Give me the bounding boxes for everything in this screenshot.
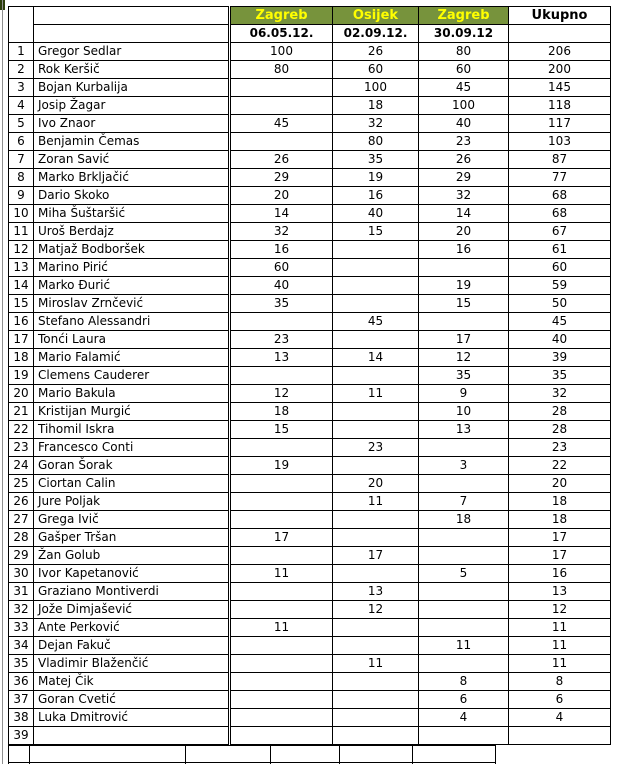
table-row [9, 691, 611, 709]
row-name: Stefano Alessandri [34, 313, 230, 331]
row-rank: 23 [9, 439, 34, 457]
row-rank: 5 [9, 115, 34, 133]
score-zagreb-1: 14 [230, 205, 333, 223]
score-osijek: 11 [333, 655, 419, 673]
row-rank: 32 [9, 601, 34, 619]
score-osijek [333, 403, 419, 421]
score-osijek [333, 259, 419, 277]
score-osijek: 14 [333, 349, 419, 367]
table-row [9, 457, 611, 475]
row-total: 118 [509, 97, 611, 115]
row-total: 68 [509, 187, 611, 205]
score-zagreb-2 [419, 439, 509, 457]
row-total: 17 [509, 529, 611, 547]
row-name [34, 727, 230, 745]
row-total: 12 [509, 601, 611, 619]
empty-cell [271, 746, 340, 763]
row-rank: 37 [9, 691, 34, 709]
event-2-city-header: Osijek [333, 7, 419, 25]
score-zagreb-1 [230, 439, 333, 457]
table-row [9, 277, 611, 295]
score-zagreb-2: 14 [419, 205, 509, 223]
score-zagreb-2: 12 [419, 349, 509, 367]
row-name: Bojan Kurbalija [34, 79, 230, 97]
score-zagreb-2: 19 [419, 277, 509, 295]
row-rank: 12 [9, 241, 34, 259]
empty-cell [186, 746, 271, 763]
event-1-city-header: Zagreb [230, 7, 333, 25]
row-rank: 15 [9, 295, 34, 313]
empty-footer-table [8, 745, 496, 764]
score-zagreb-1 [230, 547, 333, 565]
row-total: 59 [509, 277, 611, 295]
score-osijek [333, 421, 419, 439]
score-zagreb-2: 6 [419, 691, 509, 709]
score-zagreb-1: 32 [230, 223, 333, 241]
row-total: 22 [509, 457, 611, 475]
total-header: Ukupno [509, 7, 611, 25]
row-rank: 3 [9, 79, 34, 97]
row-name: Clemens Cauderer [34, 367, 230, 385]
score-osijek [333, 619, 419, 637]
table-row [9, 295, 611, 313]
score-zagreb-1: 17 [230, 529, 333, 547]
row-total: 11 [509, 637, 611, 655]
score-osijek: 100 [333, 79, 419, 97]
table-row [9, 637, 611, 655]
table-row [9, 403, 611, 421]
score-zagreb-2: 8 [419, 673, 509, 691]
row-name: Francesco Conti [34, 439, 230, 457]
row-total: 18 [509, 511, 611, 529]
score-zagreb-1: 29 [230, 169, 333, 187]
score-zagreb-2: 20 [419, 223, 509, 241]
row-total: 11 [509, 655, 611, 673]
row-rank: 22 [9, 421, 34, 439]
score-osijek: 16 [333, 187, 419, 205]
score-osijek: 11 [333, 385, 419, 403]
score-zagreb-2: 13 [419, 421, 509, 439]
score-osijek: 18 [333, 97, 419, 115]
score-zagreb-1: 26 [230, 151, 333, 169]
score-osijek [333, 673, 419, 691]
row-rank: 31 [9, 583, 34, 601]
score-zagreb-2 [419, 529, 509, 547]
empty-footer-table-body [9, 746, 496, 764]
score-zagreb-2 [419, 547, 509, 565]
name-header-cell [34, 7, 230, 25]
row-rank: 2 [9, 61, 34, 79]
row-total: 11 [509, 619, 611, 637]
table-row [9, 709, 611, 727]
row-total: 17 [509, 547, 611, 565]
score-zagreb-1 [230, 367, 333, 385]
score-zagreb-2: 3 [419, 457, 509, 475]
row-rank: 17 [9, 331, 34, 349]
table-row [9, 331, 611, 349]
score-zagreb-2: 5 [419, 565, 509, 583]
table-row [9, 43, 611, 61]
score-osijek: 32 [333, 115, 419, 133]
row-total: 28 [509, 403, 611, 421]
score-osijek: 17 [333, 547, 419, 565]
score-osijek [333, 637, 419, 655]
header-city-row [9, 7, 611, 25]
table-row [9, 529, 611, 547]
results-table [8, 6, 611, 745]
score-zagreb-1: 45 [230, 115, 333, 133]
row-name: Jure Poljak [34, 493, 230, 511]
row-rank: 39 [9, 727, 34, 745]
row-total: 23 [509, 439, 611, 457]
score-osijek [333, 457, 419, 475]
score-zagreb-2: 7 [419, 493, 509, 511]
row-name: Mario Bakula [34, 385, 230, 403]
row-rank: 26 [9, 493, 34, 511]
row-total: 13 [509, 583, 611, 601]
table-row [9, 655, 611, 673]
score-zagreb-1: 11 [230, 619, 333, 637]
row-total: 145 [509, 79, 611, 97]
score-zagreb-1: 11 [230, 565, 333, 583]
table-row [9, 565, 611, 583]
row-name: Gašper Tršan [34, 529, 230, 547]
score-zagreb-1: 35 [230, 295, 333, 313]
left-edge-line [2, 0, 3, 764]
score-zagreb-2: 9 [419, 385, 509, 403]
score-zagreb-1 [230, 511, 333, 529]
row-name: Benjamin Čemas [34, 133, 230, 151]
score-zagreb-2: 15 [419, 295, 509, 313]
empty-cell [340, 746, 413, 763]
score-osijek: 20 [333, 475, 419, 493]
table-row [9, 421, 611, 439]
score-zagreb-2: 26 [419, 151, 509, 169]
row-name: Grega Ivič [34, 511, 230, 529]
row-name: Žan Golub [34, 547, 230, 565]
score-zagreb-1 [230, 655, 333, 673]
table-row [9, 601, 611, 619]
score-osijek [333, 331, 419, 349]
row-total: 77 [509, 169, 611, 187]
row-name: Matjaž Bodboršek [34, 241, 230, 259]
row-total: 67 [509, 223, 611, 241]
row-name: Rok Keršič [34, 61, 230, 79]
table-row [9, 727, 611, 745]
row-total: 35 [509, 367, 611, 385]
table-row [9, 169, 611, 187]
row-rank: 28 [9, 529, 34, 547]
row-rank: 6 [9, 133, 34, 151]
score-zagreb-1 [230, 709, 333, 727]
row-name: Jože Dimjašević [34, 601, 230, 619]
total-date-empty-cell [509, 25, 611, 43]
table-row [9, 511, 611, 529]
score-zagreb-2 [419, 475, 509, 493]
score-zagreb-2: 17 [419, 331, 509, 349]
row-name: Mario Falamić [34, 349, 230, 367]
score-zagreb-2: 29 [419, 169, 509, 187]
score-osijek [333, 691, 419, 709]
score-zagreb-2: 18 [419, 511, 509, 529]
row-total: 206 [509, 43, 611, 61]
row-total [509, 727, 611, 745]
table-row [9, 241, 611, 259]
table-row [9, 97, 611, 115]
row-rank: 34 [9, 637, 34, 655]
row-rank: 19 [9, 367, 34, 385]
row-total: 28 [509, 421, 611, 439]
table-row [9, 79, 611, 97]
row-total: 50 [509, 295, 611, 313]
table-row [9, 205, 611, 223]
table-row [9, 313, 611, 331]
score-zagreb-2: 100 [419, 97, 509, 115]
row-total: 117 [509, 115, 611, 133]
empty-footer-row [9, 746, 496, 763]
table-row [9, 619, 611, 637]
score-osijek [333, 241, 419, 259]
row-total: 87 [509, 151, 611, 169]
row-name: Ciortan Calin [34, 475, 230, 493]
row-name: Goran Šorak [34, 457, 230, 475]
score-zagreb-2: 11 [419, 637, 509, 655]
score-osijek [333, 367, 419, 385]
row-rank: 4 [9, 97, 34, 115]
table-row [9, 223, 611, 241]
score-osijek: 80 [333, 133, 419, 151]
row-rank: 20 [9, 385, 34, 403]
row-name: Ivo Znaor [34, 115, 230, 133]
row-rank: 8 [9, 169, 34, 187]
table-row [9, 493, 611, 511]
row-rank: 14 [9, 277, 34, 295]
row-rank: 30 [9, 565, 34, 583]
score-zagreb-1: 23 [230, 331, 333, 349]
score-zagreb-1: 20 [230, 187, 333, 205]
score-zagreb-2: 23 [419, 133, 509, 151]
score-zagreb-1 [230, 601, 333, 619]
row-rank: 36 [9, 673, 34, 691]
row-rank: 33 [9, 619, 34, 637]
table-row [9, 385, 611, 403]
table-row [9, 547, 611, 565]
score-osijek [333, 727, 419, 745]
header-date-row [9, 25, 611, 43]
score-zagreb-1: 100 [230, 43, 333, 61]
row-name: Ante Perković [34, 619, 230, 637]
row-name: Tihomil Iskra [34, 421, 230, 439]
row-rank: 38 [9, 709, 34, 727]
event-1-date-header: 06.05.12. [230, 25, 333, 43]
table-row [9, 475, 611, 493]
score-zagreb-1: 16 [230, 241, 333, 259]
score-zagreb-2 [419, 601, 509, 619]
table-row [9, 583, 611, 601]
score-zagreb-2: 45 [419, 79, 509, 97]
row-total: 6 [509, 691, 611, 709]
row-name: Zoran Savić [34, 151, 230, 169]
row-total: 45 [509, 313, 611, 331]
score-zagreb-1: 18 [230, 403, 333, 421]
score-zagreb-2 [419, 727, 509, 745]
row-name: Ivor Kapetanović [34, 565, 230, 583]
score-osijek: 11 [333, 493, 419, 511]
empty-cell [9, 746, 30, 763]
table-row [9, 367, 611, 385]
score-osijek: 40 [333, 205, 419, 223]
event-3-city-header: Zagreb [419, 7, 509, 25]
row-name: Dario Skoko [34, 187, 230, 205]
score-zagreb-1: 12 [230, 385, 333, 403]
score-zagreb-1 [230, 673, 333, 691]
score-zagreb-1: 40 [230, 277, 333, 295]
table-row [9, 259, 611, 277]
score-zagreb-2: 32 [419, 187, 509, 205]
row-rank: 11 [9, 223, 34, 241]
row-name: Matej Čik [34, 673, 230, 691]
empty-cell [30, 746, 186, 763]
score-osijek: 23 [333, 439, 419, 457]
row-name: Marko Brkljačić [34, 169, 230, 187]
score-zagreb-1 [230, 97, 333, 115]
score-zagreb-2 [419, 313, 509, 331]
row-rank: 25 [9, 475, 34, 493]
row-name: Tonći Laura [34, 331, 230, 349]
score-zagreb-1: 15 [230, 421, 333, 439]
row-name: Dejan Fakuč [34, 637, 230, 655]
row-name: Marino Pirić [34, 259, 230, 277]
row-total: 20 [509, 475, 611, 493]
score-zagreb-2: 35 [419, 367, 509, 385]
row-total: 103 [509, 133, 611, 151]
score-osijek: 45 [333, 313, 419, 331]
score-osijek: 13 [333, 583, 419, 601]
row-total: 4 [509, 709, 611, 727]
score-osijek: 35 [333, 151, 419, 169]
row-total: 18 [509, 493, 611, 511]
rank-header-cell [9, 7, 34, 43]
row-rank: 18 [9, 349, 34, 367]
score-osijek: 19 [333, 169, 419, 187]
row-rank: 27 [9, 511, 34, 529]
score-zagreb-1 [230, 583, 333, 601]
score-zagreb-2 [419, 655, 509, 673]
row-rank: 24 [9, 457, 34, 475]
row-total: 32 [509, 385, 611, 403]
score-osijek: 26 [333, 43, 419, 61]
score-osijek [333, 511, 419, 529]
table-row [9, 187, 611, 205]
score-zagreb-2: 40 [419, 115, 509, 133]
row-name: Miha Šuštaršić [34, 205, 230, 223]
row-total: 61 [509, 241, 611, 259]
empty-cell [413, 746, 496, 763]
score-zagreb-2 [419, 583, 509, 601]
score-zagreb-1 [230, 475, 333, 493]
score-osijek [333, 295, 419, 313]
table-row [9, 133, 611, 151]
score-osijek [333, 529, 419, 547]
table-row [9, 151, 611, 169]
score-osijek: 12 [333, 601, 419, 619]
row-name: Goran Cvetić [34, 691, 230, 709]
row-rank: 9 [9, 187, 34, 205]
row-name: Uroš Berdajz [34, 223, 230, 241]
row-name: Gregor Sedlar [34, 43, 230, 61]
score-zagreb-1 [230, 691, 333, 709]
score-osijek: 60 [333, 61, 419, 79]
row-rank: 10 [9, 205, 34, 223]
row-rank: 29 [9, 547, 34, 565]
score-zagreb-1 [230, 637, 333, 655]
score-zagreb-1 [230, 313, 333, 331]
score-zagreb-2 [419, 259, 509, 277]
event-3-date-header: 30.09.12 [419, 25, 509, 43]
row-total: 39 [509, 349, 611, 367]
row-total: 16 [509, 565, 611, 583]
table-row [9, 673, 611, 691]
score-zagreb-2: 16 [419, 241, 509, 259]
results-table-body [9, 43, 611, 745]
score-zagreb-2: 4 [419, 709, 509, 727]
row-rank: 21 [9, 403, 34, 421]
row-total: 68 [509, 205, 611, 223]
score-zagreb-2: 60 [419, 61, 509, 79]
row-name: Luka Dmitrović [34, 709, 230, 727]
event-2-date-header: 02.09.12. [333, 25, 419, 43]
score-zagreb-1 [230, 493, 333, 511]
row-rank: 1 [9, 43, 34, 61]
row-total: 60 [509, 259, 611, 277]
row-name: Josip Žagar [34, 97, 230, 115]
score-zagreb-1: 80 [230, 61, 333, 79]
row-rank: 16 [9, 313, 34, 331]
row-rank: 35 [9, 655, 34, 673]
score-zagreb-1 [230, 79, 333, 97]
score-zagreb-2: 80 [419, 43, 509, 61]
row-name: Vladimir Blaženčić [34, 655, 230, 673]
row-rank: 13 [9, 259, 34, 277]
table-row [9, 115, 611, 133]
table-row [9, 349, 611, 367]
row-total: 8 [509, 673, 611, 691]
score-osijek [333, 565, 419, 583]
score-zagreb-1: 60 [230, 259, 333, 277]
score-osijek [333, 277, 419, 295]
score-zagreb-1: 19 [230, 457, 333, 475]
row-name: Kristijan Murgić [34, 403, 230, 421]
score-zagreb-1 [230, 133, 333, 151]
score-osijek [333, 709, 419, 727]
score-zagreb-2 [419, 619, 509, 637]
row-name: Miroslav Zrnčević [34, 295, 230, 313]
table-row [9, 439, 611, 457]
row-rank: 7 [9, 151, 34, 169]
score-zagreb-1: 13 [230, 349, 333, 367]
name-header-cell-2 [34, 25, 230, 43]
row-total: 40 [509, 331, 611, 349]
score-zagreb-1 [230, 727, 333, 745]
row-name: Marko Đurić [34, 277, 230, 295]
row-name: Graziano Montiverdi [34, 583, 230, 601]
score-zagreb-2: 10 [419, 403, 509, 421]
table-row [9, 61, 611, 79]
score-osijek: 15 [333, 223, 419, 241]
row-total: 200 [509, 61, 611, 79]
